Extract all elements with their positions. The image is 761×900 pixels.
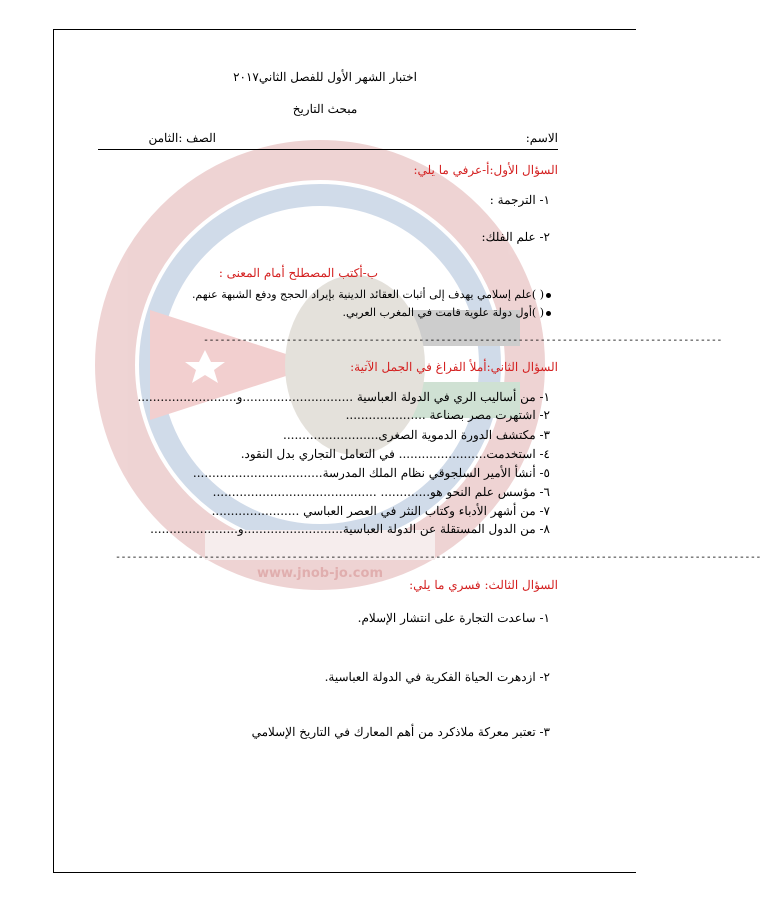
q3-item-2: ٢- ازدهرت الحياة الفكرية في الدولة العباسية. bbox=[324, 670, 550, 684]
grade-label: الصف :الثامن bbox=[148, 131, 216, 145]
q2-item-1: ١- من أساليب الري في الدولة العباسية .............................و.......................... bbox=[137, 390, 550, 404]
q3-item-1: ١- ساعدت التجارة على انتشار الإسلام. bbox=[357, 611, 550, 625]
watermark-url: www.jnob-jo.com bbox=[257, 566, 383, 581]
q2-item-6: ٦- مؤسس علم النحو هو............. ........................................... bbox=[212, 485, 550, 499]
q3-item-3: ٣- تعتبر معركة ملاذكرد من أهم المعارك في التاريخ الإسلامي bbox=[251, 725, 550, 739]
q1-definition-1: ( )علم إسلامي يهدف إلى أثبات العقائد الدينية بإيراد الحجج ودفع الشبهة عنهم. bbox=[191, 288, 544, 301]
name-label: الاسم: bbox=[525, 131, 558, 145]
q2-item-4: ٤- استخدمت....................... في التعامل التجاري بدل النقود. bbox=[240, 447, 550, 461]
q1-definition-2: ( )أول دولة علوية قامت في المغرب العربي. bbox=[342, 306, 544, 319]
q2-item-5: ٥- أنشأ الأمير السلجوقي نظام الملك المدرسة.................................. bbox=[192, 466, 550, 480]
section-divider-2: --------------------------------------------------------------------------------------------------------------------- bbox=[115, 552, 761, 563]
bullet-1 bbox=[546, 293, 551, 298]
bullet-2 bbox=[546, 311, 551, 316]
q2-item-7: ٧- من أشهر الأدباء وكتاب النثر في العصر العباسي ....................... bbox=[211, 504, 550, 518]
q2-item-8: ٨- من الدول المستقلة عن الدولة العباسية..........................و....................... bbox=[150, 522, 550, 536]
subject-title: مبحث التاريخ bbox=[292, 102, 358, 116]
q1-item-2: ٢- علم الفلك: bbox=[481, 230, 550, 244]
q2-item-2: ٢- اشتهرت مصر بصناعة ..................... bbox=[345, 408, 550, 422]
q1-sub-heading: ب-أكتب المصطلح أمام المعنى : bbox=[218, 266, 378, 280]
q2-item-3: ٣- مكتشف الدورة الدموية الصغرى......................... bbox=[283, 428, 550, 442]
section-divider-1: ---------------------------------------------------------------------------------------------- bbox=[203, 335, 722, 346]
q1-heading: السؤال الأول:أ-عرفي ما يلي: bbox=[413, 163, 558, 177]
exam-title: اختبار الشهر الأول للفصل الثاني٢٠١٧ bbox=[233, 70, 417, 84]
header-divider bbox=[98, 149, 558, 150]
q3-heading: السؤال الثالث: فسري ما يلي: bbox=[409, 578, 558, 592]
q2-heading: السؤال الثاني:أملأ الفراغ في الجمل الآتية: bbox=[350, 360, 558, 374]
q1-item-1: ١- الترجمة : bbox=[489, 193, 550, 207]
